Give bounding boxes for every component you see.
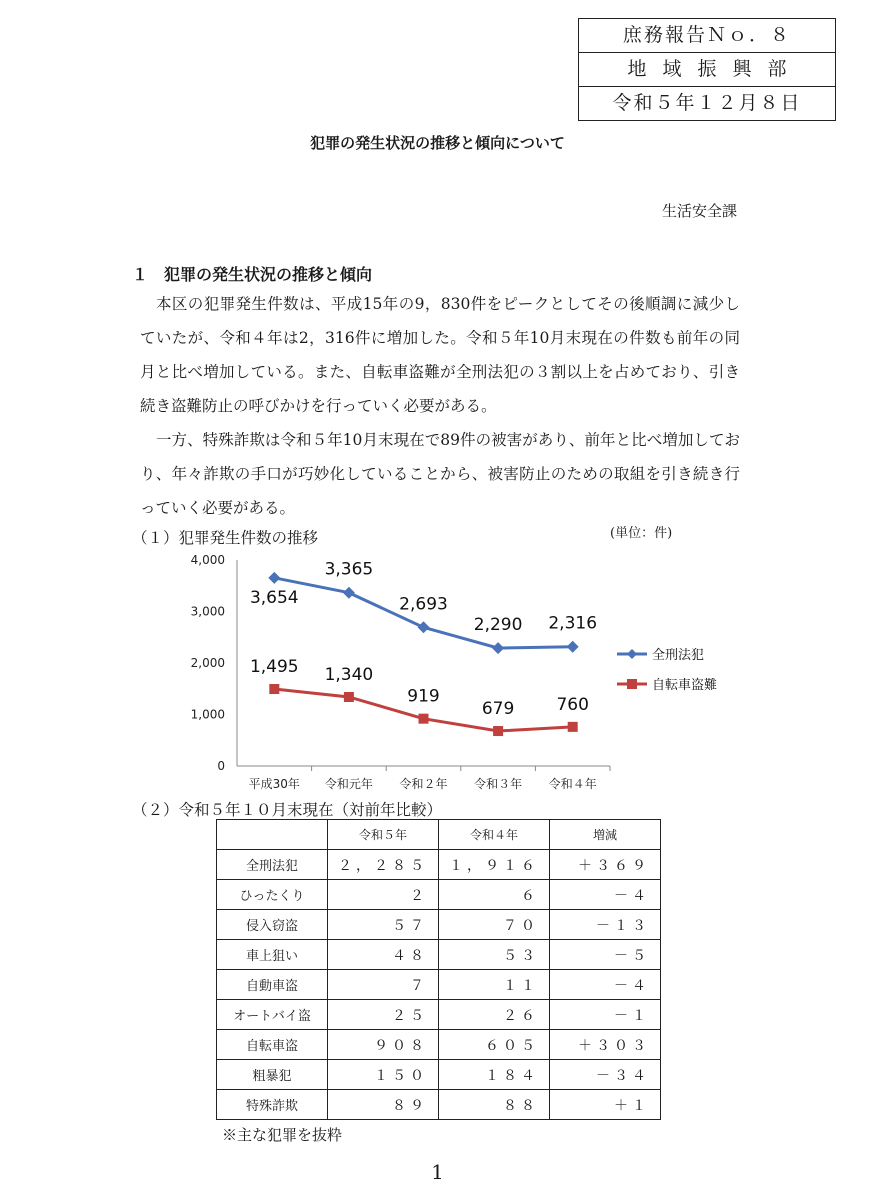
data-point bbox=[344, 692, 354, 702]
table-row bbox=[217, 940, 661, 970]
crime-trend-chart bbox=[170, 548, 730, 793]
data-point bbox=[568, 722, 578, 732]
document-title: 犯罪の発生状況の推移と傾向について bbox=[310, 134, 565, 152]
table-row bbox=[217, 1000, 661, 1030]
data-point bbox=[418, 621, 430, 633]
x-tick-label: 令和元年 bbox=[324, 777, 373, 791]
x-tick-label: 令和４年 bbox=[548, 777, 597, 791]
value-r4: １８４ bbox=[439, 1060, 550, 1090]
value-r4: ５３ bbox=[439, 940, 550, 970]
crime-type: 全刑法犯 bbox=[217, 850, 328, 880]
value-r5: ２，２８５ bbox=[328, 850, 439, 880]
data-label: 2,290 bbox=[473, 615, 523, 636]
crime-type: 車上狙い bbox=[217, 940, 328, 970]
y-tick-label: 2,000 bbox=[190, 656, 225, 670]
value-diff: －３４ bbox=[550, 1060, 661, 1090]
data-label: 1,340 bbox=[324, 664, 374, 685]
report-header-box bbox=[578, 18, 836, 121]
crime-stats-table bbox=[216, 819, 661, 1120]
value-diff: －４ bbox=[550, 880, 661, 910]
crime-type: 粗暴犯 bbox=[217, 1060, 328, 1090]
unit-label: (単位：件) bbox=[610, 526, 673, 541]
data-label: 3,365 bbox=[324, 559, 374, 580]
value-r5: ７ bbox=[328, 970, 439, 1000]
x-tick-label: 令和２年 bbox=[399, 777, 448, 791]
value-r4: １，９１６ bbox=[439, 850, 550, 880]
value-diff: －１ bbox=[550, 1000, 661, 1030]
value-diff: ＋１ bbox=[550, 1090, 661, 1120]
data-point bbox=[268, 572, 280, 584]
data-point bbox=[567, 641, 579, 653]
table-row bbox=[217, 1030, 661, 1060]
crime-type: 自転車盗 bbox=[217, 1030, 328, 1060]
data-label: 1,495 bbox=[249, 657, 299, 678]
crime-type: 侵入窃盗 bbox=[217, 910, 328, 940]
value-r5: ５７ bbox=[328, 910, 439, 940]
table-row bbox=[217, 1090, 661, 1120]
value-diff: ＋３６９ bbox=[550, 850, 661, 880]
data-point bbox=[419, 714, 429, 724]
page-number: 1 bbox=[431, 1160, 444, 1184]
data-point bbox=[492, 642, 504, 654]
value-r4: １１ bbox=[439, 970, 550, 1000]
y-tick-label: 0 bbox=[217, 759, 225, 773]
data-label: 2,316 bbox=[548, 613, 598, 634]
value-r5: ８９ bbox=[328, 1090, 439, 1120]
paragraph-2: 一方、特殊詐欺は令和５年10月末現在で89件の被害があり、前年と比べ増加しており、年々詐欺の手口が巧妙化していることから、被害防止のための取組を引き続き行っていく必要がある。 bbox=[140, 431, 740, 517]
value-r5: ２５ bbox=[328, 1000, 439, 1030]
value-r4: ２６ bbox=[439, 1000, 550, 1030]
legend-marker bbox=[627, 649, 637, 659]
table-row bbox=[217, 910, 661, 940]
value-r4: ６０５ bbox=[439, 1030, 550, 1060]
value-r5: ９０８ bbox=[328, 1030, 439, 1060]
value-r5: ４８ bbox=[328, 940, 439, 970]
table-note: ※主な犯罪を抜粋 bbox=[222, 1126, 343, 1144]
legend-label: 全刑法犯 bbox=[652, 648, 705, 663]
crime-type: オートバイ盗 bbox=[217, 1000, 328, 1030]
value-diff: ＋３０３ bbox=[550, 1030, 661, 1060]
x-tick-label: 平成30年 bbox=[248, 777, 300, 791]
table-row bbox=[217, 880, 661, 910]
crime-type: ひったくり bbox=[217, 880, 328, 910]
crime-type: 特殊詐欺 bbox=[217, 1090, 328, 1120]
value-r5: ２ bbox=[328, 880, 439, 910]
value-diff: －５ bbox=[550, 940, 661, 970]
table-header-row bbox=[217, 820, 661, 850]
table-row bbox=[217, 850, 661, 880]
data-label: 3,654 bbox=[249, 587, 299, 608]
report-number: 庶務報告Ｎｏ．８ bbox=[622, 24, 791, 46]
y-tick-label: 3,000 bbox=[190, 604, 225, 619]
x-tick-label: 令和３年 bbox=[474, 777, 523, 791]
value-diff: －４ bbox=[550, 970, 661, 1000]
data-point bbox=[493, 726, 503, 736]
data-label: 919 bbox=[407, 686, 440, 707]
table-heading: （２）令和５年１０月末現在（対前年比較） bbox=[132, 801, 443, 819]
crime-type: 自動車盗 bbox=[217, 970, 328, 1000]
legend-label: 自転車盗難 bbox=[652, 678, 718, 693]
header-diff: 増減 bbox=[550, 820, 661, 850]
header-blank bbox=[217, 820, 328, 850]
table-row bbox=[217, 1060, 661, 1090]
value-r4: ６ bbox=[439, 880, 550, 910]
header-r4: 令和４年 bbox=[439, 820, 550, 850]
paragraph-1: 本区の犯罪発生件数は、平成15年の9，830件をピークとしてその後順調に減少していたが、令和４年は2，316件に増加した。令和５年10月末現在の件数も前年の同月と比べ増加している。また、自転車盗難が全刑法犯の３割以上を占めており、引き続き盗難防止の呼びかけを行っていく必要がある。 bbox=[140, 295, 740, 415]
data-label: 679 bbox=[481, 699, 515, 720]
value-r4: ７０ bbox=[439, 910, 550, 940]
data-point bbox=[343, 587, 355, 599]
section-department: 生活安全課 bbox=[661, 202, 737, 220]
y-tick-label: 4,000 bbox=[190, 553, 225, 567]
legend-marker bbox=[627, 679, 637, 689]
value-diff: －１３ bbox=[550, 910, 661, 940]
data-point bbox=[269, 684, 279, 694]
department-name: 地域振興部 bbox=[579, 52, 835, 86]
table-row bbox=[217, 970, 661, 1000]
chart-heading: （１）犯罪発生件数の推移 bbox=[132, 529, 319, 547]
section-heading: １ 犯罪の発生状況の推移と傾向 bbox=[132, 265, 373, 284]
report-date: 令和５年１２月８日 bbox=[579, 86, 835, 120]
header-r5: 令和５年 bbox=[328, 820, 439, 850]
data-label: 2,693 bbox=[399, 594, 448, 615]
value-r4: ８８ bbox=[439, 1090, 550, 1120]
data-label: 760 bbox=[556, 694, 589, 715]
value-r5: １５０ bbox=[328, 1060, 439, 1090]
y-tick-label: 1,000 bbox=[190, 707, 225, 722]
